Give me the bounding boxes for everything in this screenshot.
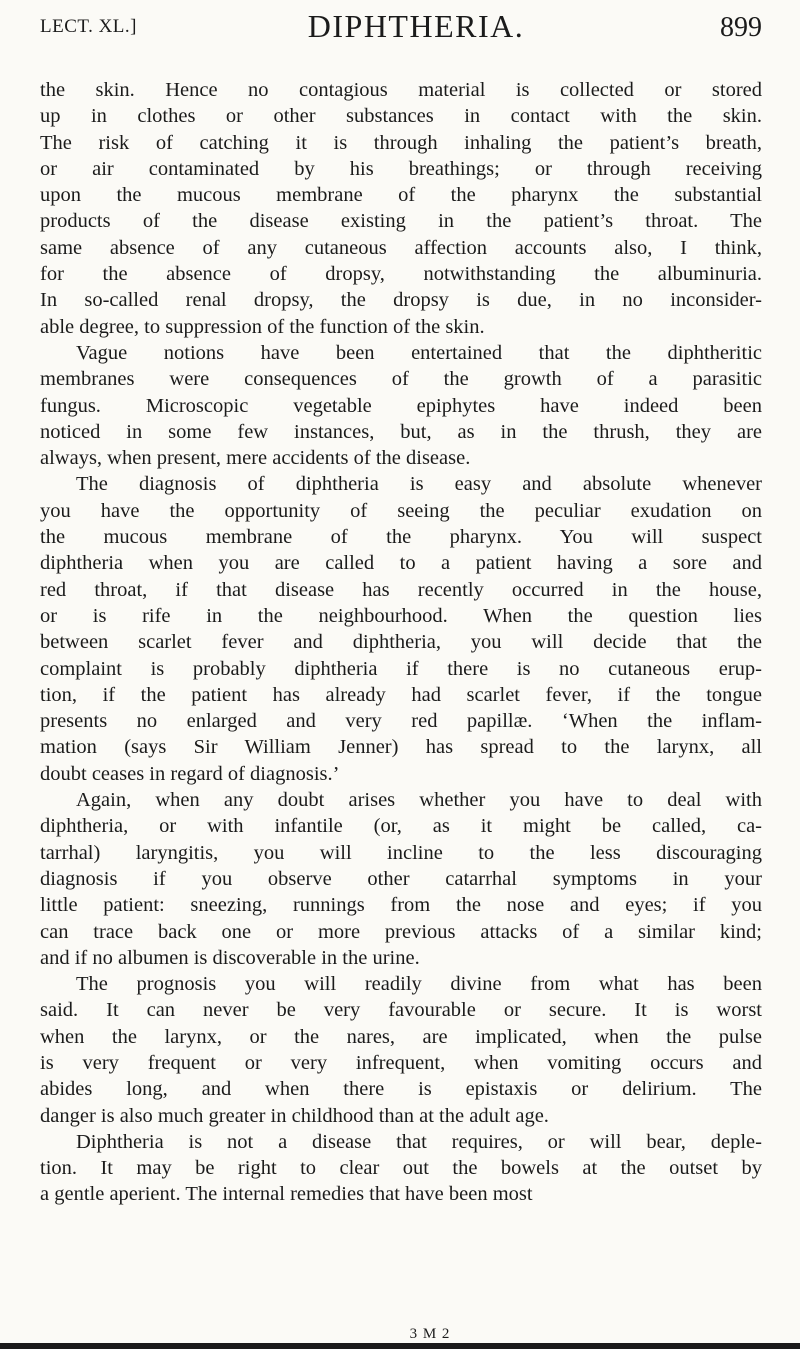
text-line: when the larynx, or the nares, are implicated, when the pulse (40, 1025, 762, 1048)
text-line: abides long, and when there is epistaxis or delirium. The (40, 1078, 762, 1101)
lecture-label: LECT. XL.] (40, 16, 137, 37)
text-line: The diagnosis of diphtheria is easy and absolute whenever (76, 473, 762, 496)
text-line: upon the mucous membrane of the pharynx the substantial (40, 184, 762, 207)
text-line: tion, if the patient has already had scarlet fever, if the tongue (40, 683, 762, 706)
signature-mark: 3 M 2 (409, 1326, 451, 1342)
text-line: said. It can never be very favourable or secure. It is worst (40, 999, 762, 1022)
text-line: Vague notions have been entertained that the diphtheritic (76, 341, 762, 364)
text-line: complaint is probably diphtheria if there is no cutaneous erup- (40, 657, 762, 680)
text-line: In so-called renal dropsy, the dropsy is due, in no inconsider- (40, 289, 762, 312)
text-line: mation (says Sir William Jenner) has spread to the larynx, all (40, 736, 762, 759)
text-line: a gentle aperient. The internal remedies that have been most (40, 1183, 533, 1206)
paragraph (40, 787, 762, 971)
text-line: diagnosis if you observe other catarrhal symptoms in your (40, 867, 762, 890)
bottom-edge (0, 1343, 800, 1349)
text-line: tion. It may be right to clear out the bowels at the outset by (40, 1157, 762, 1180)
text-line: The risk of catching it is through inhaling the patient’s breath, (40, 131, 762, 154)
paragraph (40, 77, 762, 340)
text-line: Diphtheria is not a disease that requires, or will bear, deple- (76, 1130, 762, 1153)
paragraph (40, 340, 762, 471)
text-line: red throat, if that disease has recently occurred in the house, (40, 578, 762, 601)
text-line: little patient: sneezing, runnings from the nose and eyes; if you (40, 894, 762, 917)
text-line: The prognosis you will readily divine from what has been (76, 973, 762, 996)
body-text (40, 77, 762, 1208)
page-title: DIPHTHERIA. (307, 8, 525, 44)
text-line: able degree, to suppression of the function of the skin. (40, 315, 485, 338)
text-line: noticed in some few instances, but, as in the thrush, they are (40, 420, 762, 443)
text-line: always, when present, mere accidents of the disease. (40, 447, 471, 470)
page-number: 899 (720, 12, 762, 43)
text-line: same absence of any cutaneous affection accounts also, I think, (40, 236, 762, 259)
text-line: diphtheria when you are called to a patient having a sore and (40, 552, 762, 575)
text-line: up in clothes or other substances in contact with the skin. (40, 105, 762, 128)
paragraph (40, 1129, 762, 1208)
text-line: danger is also much greater in childhood than at the adult age. (40, 1104, 549, 1127)
text-line: fungus. Microscopic vegetable epiphytes have indeed been (40, 394, 762, 417)
text-line: the mucous membrane of the pharynx. You will suspect (40, 526, 762, 549)
text-line: diphtheria, or with infantile (or, as it might be called, ca- (40, 815, 762, 838)
text-line: for the absence of dropsy, notwithstanding the albuminuria. (40, 263, 762, 286)
text-line: or is rife in the neighbourhood. When the question lies (40, 604, 762, 627)
paragraph (40, 471, 762, 787)
text-line: you have the opportunity of seeing the peculiar exudation on (40, 499, 762, 522)
text-line: presents no enlarged and very red papillæ. ‘When the inflam- (40, 710, 762, 733)
paragraph (40, 971, 762, 1129)
text-line: Again, when any doubt arises whether you have to deal with (76, 789, 762, 812)
running-header (40, 6, 762, 56)
text-line: is very frequent or very infrequent, when vomiting occurs and (40, 1051, 762, 1074)
text-line: or air contaminated by his breathings; or through receiving (40, 157, 762, 180)
text-line: and if no albumen is discoverable in the urine. (40, 946, 420, 969)
text-line: tarrhal) laryngitis, you will incline to the less discouraging (40, 841, 762, 864)
text-line: products of the disease existing in the patient’s throat. The (40, 210, 762, 233)
text-line: between scarlet fever and diphtheria, you will decide that the (40, 631, 762, 654)
text-line: membranes were consequences of the growth of a parasitic (40, 368, 762, 391)
text-line: doubt ceases in regard of diagnosis.’ (40, 762, 340, 785)
text-line: the skin. Hence no contagious material is collected or stored (40, 79, 762, 101)
text-line: can trace back one or more previous attacks of a similar kind; (40, 920, 762, 943)
